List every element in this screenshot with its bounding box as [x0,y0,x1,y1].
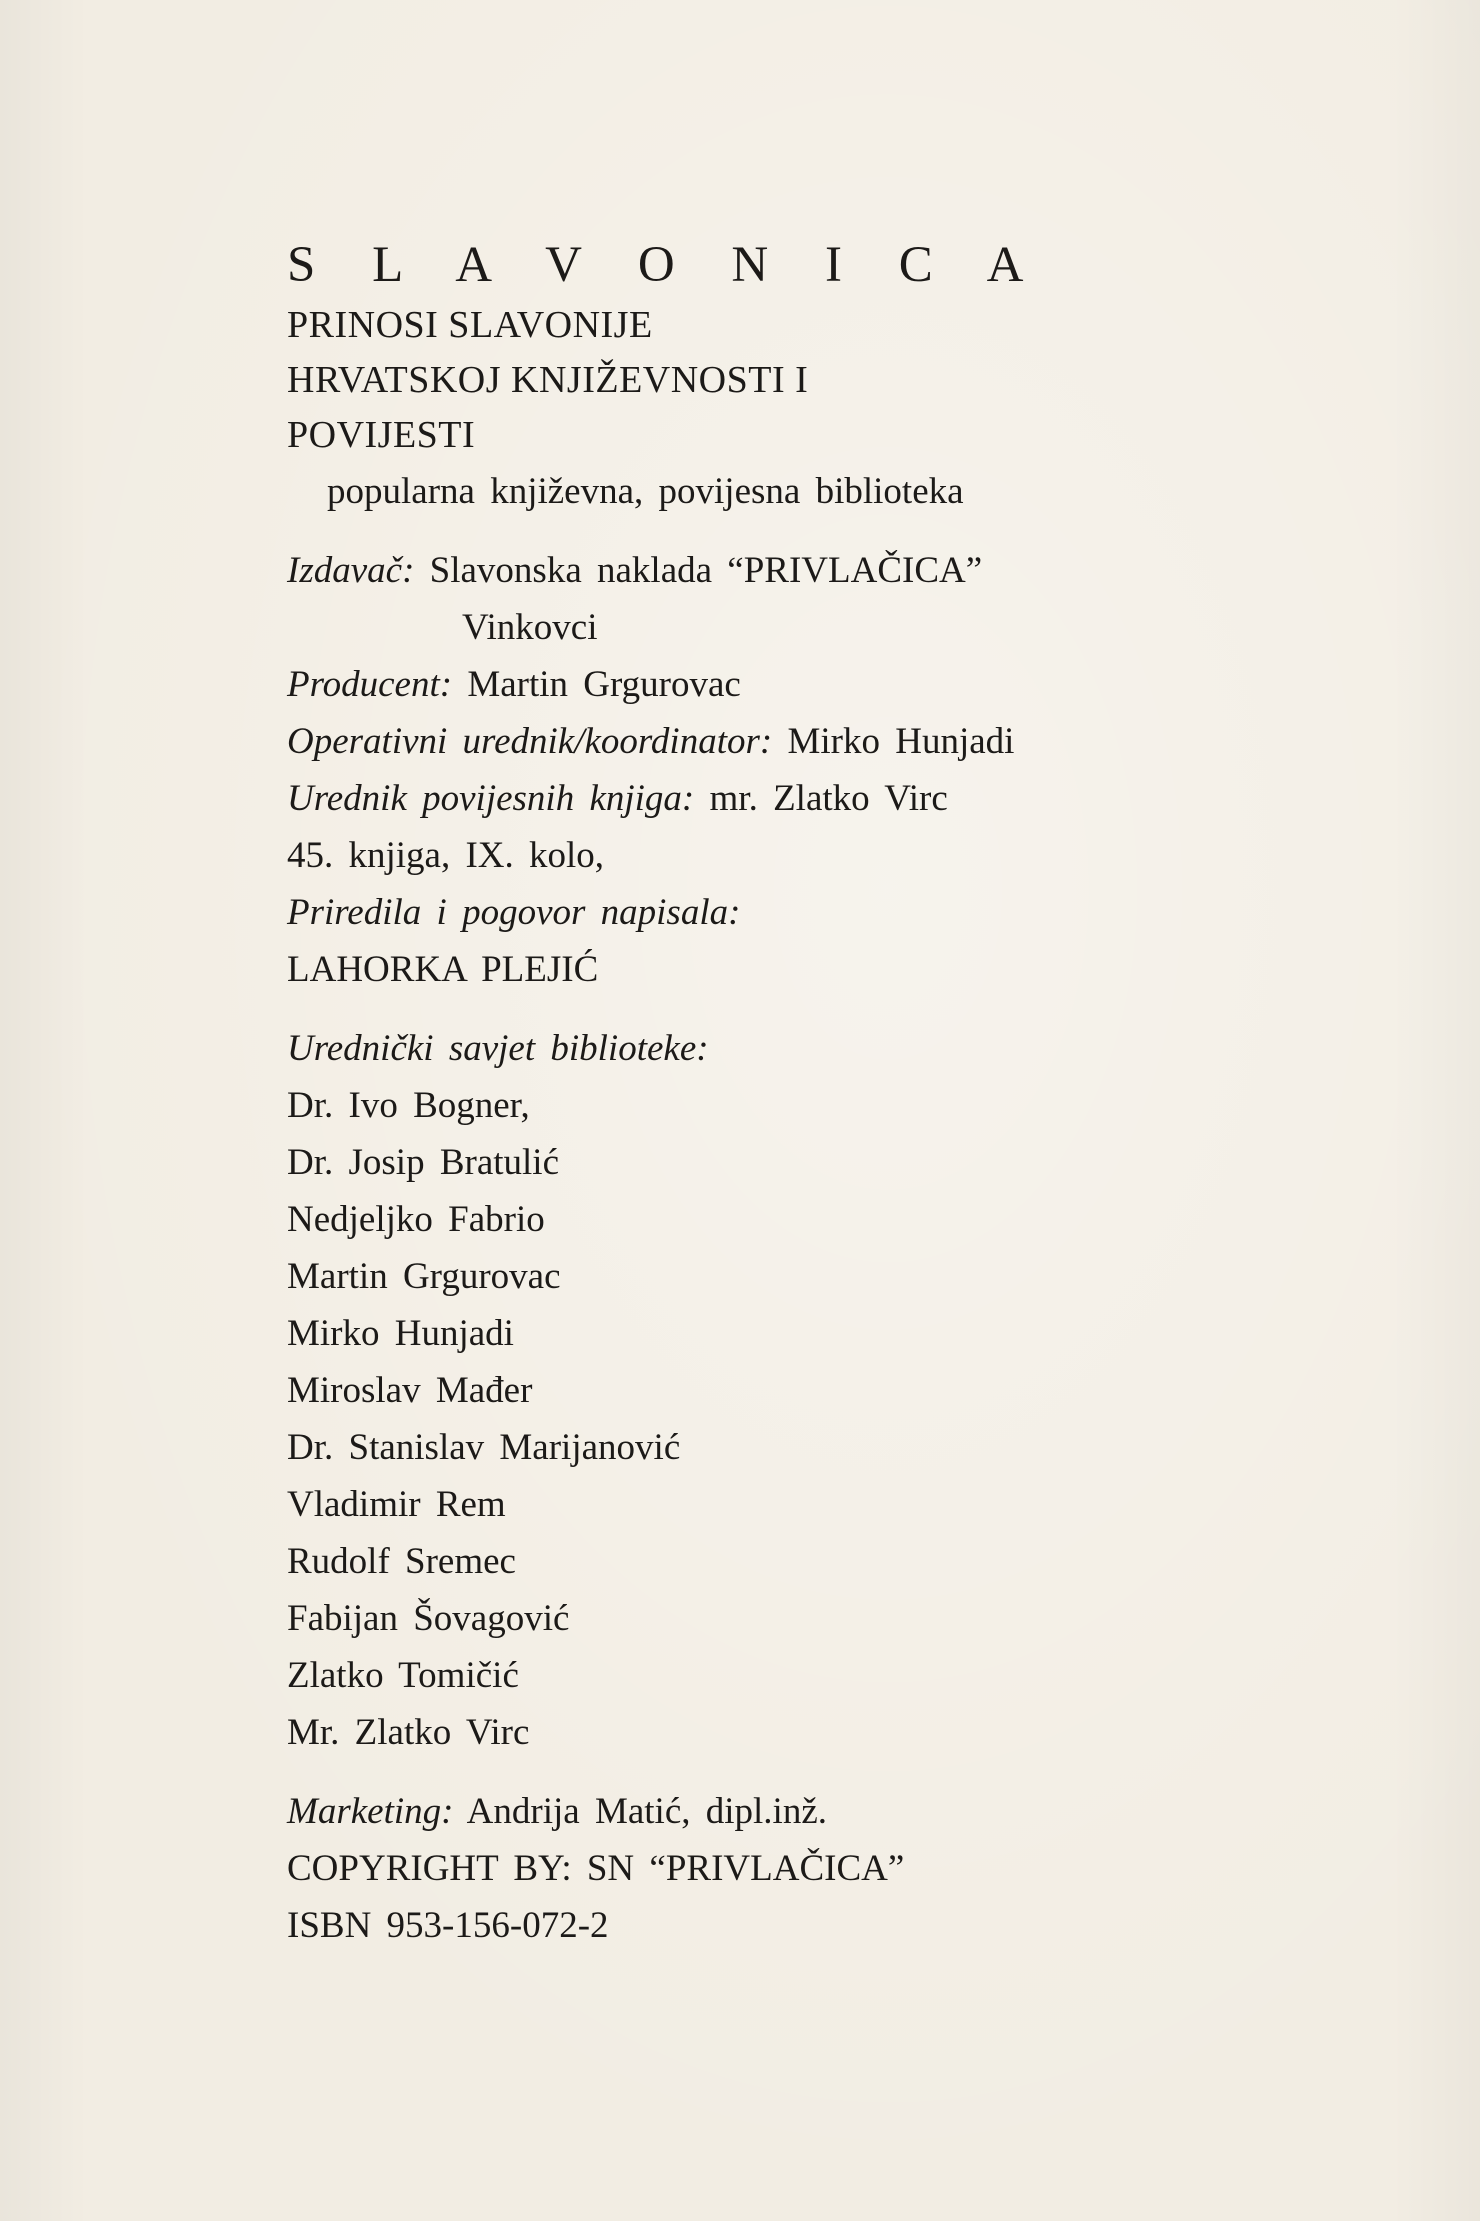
edited-by-value: LAHORKA PLEJIĆ [287,949,599,990]
council-member: Dr. Ivo Bogner, [287,1085,530,1126]
council-member: Mr. Zlatko Virc [287,1712,530,1753]
isbn-line: ISBN 953-156-072-2 [287,1905,609,1946]
series-title: S L A V O N I C A [287,237,1046,293]
marketing-label: Marketing: [287,1791,454,1832]
council-member: Dr. Josip Bratulić [287,1142,560,1183]
council-member: Vladimir Rem [287,1484,506,1525]
marketing-line [287,1783,1387,1840]
operative-editor-label: Operativni urednik/koordinator: [287,721,773,762]
council-member: Fabijan Šovagović [287,1598,570,1639]
subtitle-line-2: HRVATSKOJ KNJIŽEVNOSTI I [287,359,809,401]
subtitle-line-1: PRINOSI SLAVONIJE [287,304,653,346]
volume-line: 45. knjiga, IX. kolo, [287,835,605,876]
council-member: Dr. Stanislav Marijanović [287,1427,681,1468]
council-member: Martin Grgurovac [287,1256,561,1297]
section-spacer [287,998,1387,1020]
council-member: Miroslav Mađer [287,1370,533,1411]
publisher-line [287,542,1387,599]
publisher-label: Izdavač: [287,550,415,591]
council-label: Urednički savjet biblioteke: [287,1028,709,1069]
imprint-block [287,232,1387,1954]
publisher-city: Vinkovci [462,607,598,648]
history-editor-value: mr. Zlatko Virc [709,778,948,819]
series-description: popularna književna, povijesna biblioteka [327,471,964,512]
council-member: Mirko Hunjadi [287,1313,514,1354]
council-member: Rudolf Sremec [287,1541,516,1582]
marketing-value: Andrija Matić, dipl.inž. [466,1791,828,1832]
section-spacer [287,1761,1387,1783]
edited-by-label: Priredila i pogovor napisala: [287,892,741,933]
publisher-value: Slavonska naklada “PRIVLAČICA” [429,550,983,591]
history-editor-label: Urednik povijesnih knjiga: [287,778,695,819]
subtitle-line-3: POVIJESTI [287,414,476,456]
operative-editor-value: Mirko Hunjadi [787,721,1015,762]
operative-editor-line [287,713,1387,770]
producer-value: Martin Grgurovac [467,664,741,705]
producer-label: Producent: [287,664,453,705]
history-editor-line [287,770,1387,827]
council-member: Zlatko Tomičić [287,1655,519,1696]
copyright-line: COPYRIGHT BY: SN “PRIVLAČICA” [287,1848,905,1889]
producer-line [287,656,1387,713]
council-member: Nedjeljko Fabrio [287,1199,545,1240]
